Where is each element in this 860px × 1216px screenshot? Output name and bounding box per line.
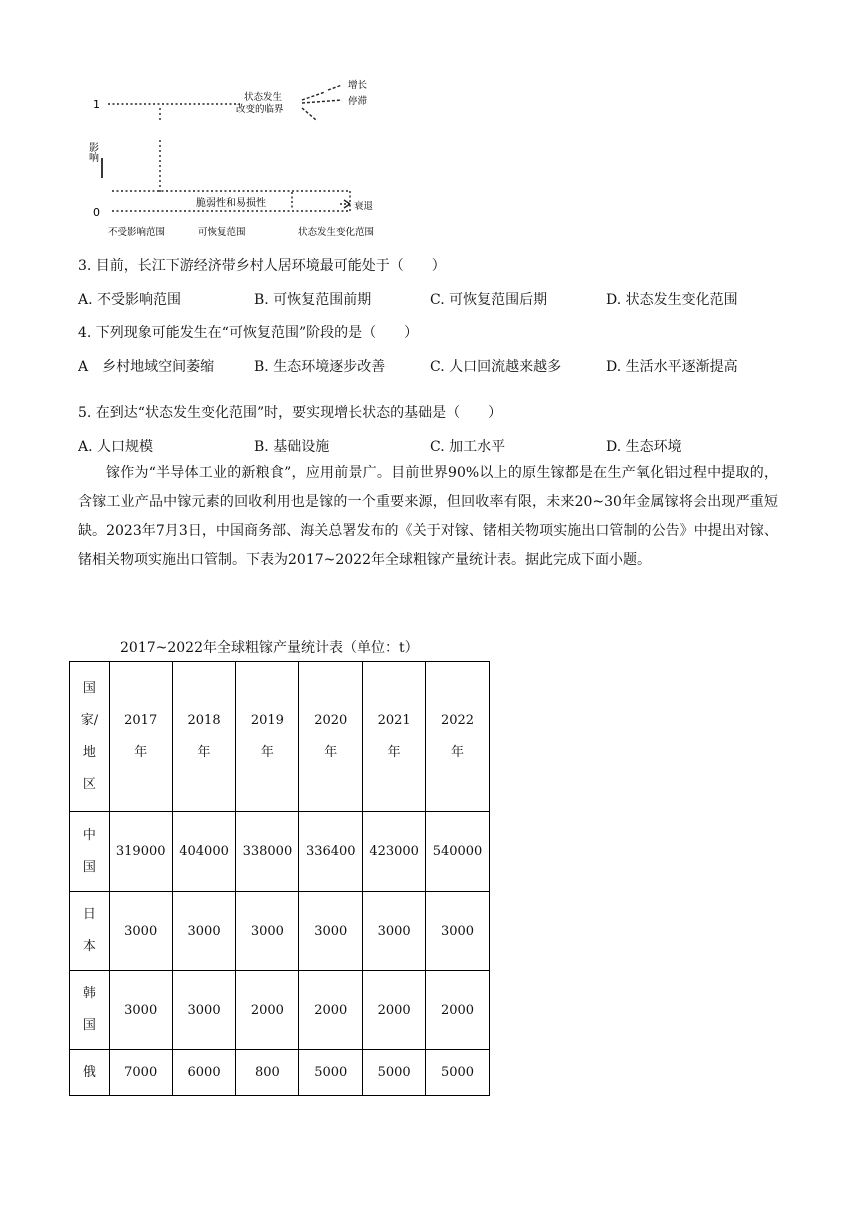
year-number: 2019	[250, 712, 284, 728]
value-cell: 338000	[236, 812, 299, 892]
header-year-cell	[299, 662, 363, 812]
passage-text: 镓作为“半导体工业的新粮食”，应用前景广。目前世界90%以上的原生镓都是在生产氧化铝过程中提取的，含镓工业产品中镓元素的回收利用也是镓的一个重要来源，但回收率有限，未来20~30年金属镓将会出现严重短缺。2023年7月3日，中国商务部、海关总署发布的《关于对镓、锗相关物项实施出口管制的公告》中提出对镓、锗相关物项实施出口管制。下表为2017~2022年全球粗镓产量统计表。据此完成下面小题。	[78, 465, 778, 568]
question-3-stem: 3. 目前，长江下游经济带乡村人居环境最可能处于（ ）	[78, 258, 446, 274]
question-5-option-d[interactable]: D. 生态环境	[606, 439, 682, 455]
tipping-point-label	[236, 91, 285, 115]
value-cell: 404000	[172, 812, 236, 892]
value-cell: 5000	[363, 1050, 426, 1096]
country-char: 俄	[82, 1064, 96, 1080]
year-unit: 年	[134, 744, 148, 760]
question-3-option-a[interactable]: A. 不受影响范围	[78, 292, 182, 308]
header-year-cell	[172, 662, 236, 812]
year-number: 2022	[440, 712, 475, 728]
question-3-option-b[interactable]: B. 可恢复范围前期	[254, 292, 372, 308]
question-4-stem: 4. 下列现象可能发生在“可恢复范围”阶段的是（ ）	[78, 325, 419, 341]
year-unit: 年	[451, 744, 465, 760]
value-cell: 5000	[299, 1050, 363, 1096]
fragility-label: 脆弱性和易损性	[196, 198, 266, 209]
table-row	[70, 892, 490, 971]
value-cell: 800	[236, 1050, 299, 1096]
value-cell: 3000	[172, 971, 236, 1050]
question-4-option-a[interactable]: A 乡村地域空间萎缩	[78, 359, 215, 375]
value-cell: 3000	[363, 892, 426, 971]
year-number: 2021	[377, 712, 411, 728]
year-number: 2017	[124, 712, 158, 728]
header-year-cell	[426, 662, 490, 812]
country-char: 国	[82, 859, 96, 875]
value-cell: 3000	[109, 971, 172, 1050]
state-change-diagram	[80, 70, 400, 245]
y-axis-bottom-label: 0	[93, 206, 100, 219]
country-char: 韩	[82, 986, 96, 1001]
value-cell: 319000	[109, 812, 172, 892]
row-country-cell	[70, 892, 110, 971]
question-3-option-d[interactable]: D. 状态发生变化范围	[606, 292, 738, 308]
country-char: 日	[82, 907, 96, 922]
decline-label: 衰退	[354, 201, 374, 212]
y-axis-top-label: 1	[93, 98, 100, 111]
table-row	[70, 971, 490, 1050]
value-cell: 3000	[172, 892, 236, 971]
value-cell: 3000	[426, 892, 490, 971]
tipping-point-line2: 改变的临界	[236, 104, 284, 115]
question-4-option-c[interactable]: C. 人口回流越来越多	[430, 359, 562, 375]
tipping-point-line1: 状态发生	[244, 92, 283, 103]
country-char: 中	[82, 827, 96, 843]
header-country-char: 区	[82, 776, 96, 792]
header-country-char: 地	[82, 744, 96, 760]
value-cell: 336400	[299, 812, 363, 892]
value-cell: 5000	[426, 1050, 490, 1096]
passage	[78, 459, 778, 575]
value-cell: 3000	[299, 892, 363, 971]
range-unaffected-label: 不受影响范围	[108, 227, 166, 238]
header-country-cell	[70, 662, 110, 812]
value-cell: 2000	[363, 971, 426, 1050]
row-country-cell	[70, 812, 110, 892]
gallium-output-table	[69, 661, 490, 1096]
question-5-option-b[interactable]: B. 基础设施	[254, 439, 330, 455]
question-5-stem: 5. 在到达“状态发生变化范围”时，要实现增长状态的基础是（ ）	[78, 405, 503, 421]
value-cell: 3000	[236, 892, 299, 971]
question-4-option-d[interactable]: D. 生活水平逐渐提高	[606, 359, 738, 375]
question-5-option-c[interactable]: C. 加工水平	[430, 439, 506, 455]
year-unit: 年	[260, 744, 274, 760]
range-recoverable-label: 可恢复范围	[198, 227, 246, 238]
value-cell: 3000	[109, 892, 172, 971]
table-caption: 2017~2022年全球粗镓产量统计表（单位：t）	[120, 640, 419, 656]
header-year-cell	[109, 662, 172, 812]
value-cell: 540000	[426, 812, 490, 892]
country-char: 国	[82, 1018, 96, 1033]
country-char: 本	[82, 939, 96, 954]
table-row	[70, 1050, 490, 1096]
row-country-cell	[70, 1050, 110, 1096]
table-header-row	[70, 662, 490, 812]
header-year-cell	[363, 662, 426, 812]
question-4-option-b[interactable]: B. 生态环境逐步改善	[254, 359, 386, 375]
year-number: 2020	[314, 712, 348, 728]
question-3-option-c[interactable]: C. 可恢复范围后期	[430, 292, 548, 308]
header-year-cell	[236, 662, 299, 812]
grow-label: 增长	[348, 80, 368, 91]
header-country-char: 家/	[80, 712, 99, 728]
year-number: 2018	[187, 712, 221, 728]
year-unit: 年	[197, 744, 211, 760]
year-unit: 年	[387, 744, 401, 760]
row-country-cell	[70, 971, 110, 1050]
question-5-option-a[interactable]: A. 人口规模	[78, 439, 154, 455]
value-cell: 7000	[109, 1050, 172, 1096]
value-cell: 2000	[299, 971, 363, 1050]
year-unit: 年	[324, 744, 338, 760]
range-change-label: 状态发生变化范围	[298, 227, 375, 238]
y-axis-label: 影响	[86, 142, 98, 162]
value-cell: 2000	[236, 971, 299, 1050]
value-cell: 6000	[172, 1050, 236, 1096]
value-cell: 423000	[363, 812, 426, 892]
table-row	[70, 812, 490, 892]
value-cell: 2000	[426, 971, 490, 1050]
header-country-char: 国	[82, 680, 96, 696]
stagnate-label: 停滞	[348, 96, 368, 107]
